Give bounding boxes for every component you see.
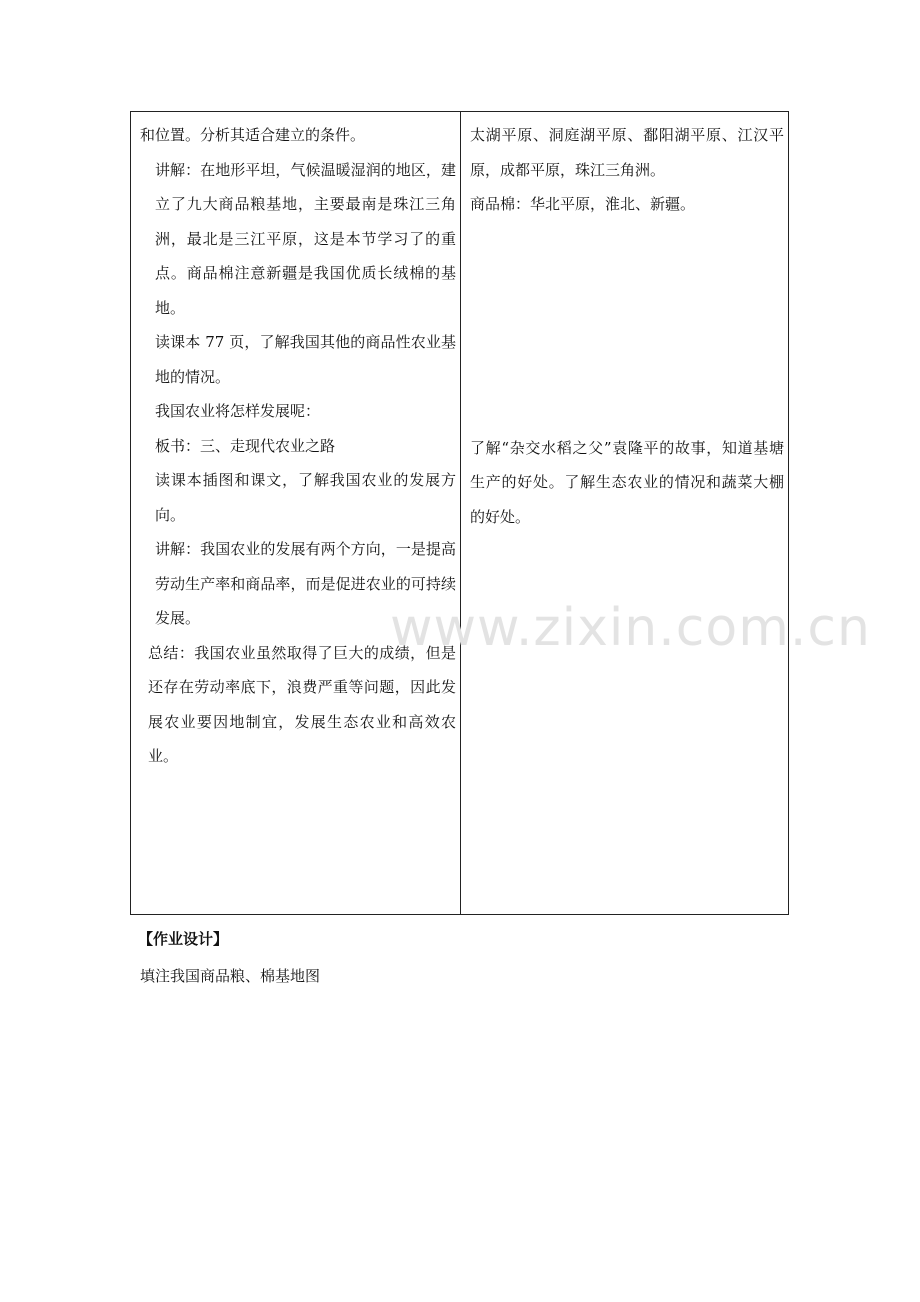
right-paragraph-2: 商品棉：华北平原，淮北、新疆。 — [470, 195, 696, 213]
watermark: www.zixin.com.cn — [390, 598, 871, 658]
lesson-table — [130, 111, 789, 915]
left-paragraph-6: 读课本插图和课文，了解我国农业的发展方向。 — [155, 471, 456, 524]
homework-text: 填注我国商品粮、棉基地图 — [140, 967, 321, 985]
right-column-spacer — [470, 222, 784, 431]
left-paragraph-3: 读课本 77 页，了解我国其他的商品性农业基地的情况。 — [155, 333, 456, 386]
left-paragraph-5: 板书：三、走现代农业之路 — [155, 436, 336, 455]
right-paragraph-1: 太湖平原、洞庭湖平原、鄱阳湖平原、江汉平原，成都平原，珠江三角洲。 — [470, 126, 784, 179]
column-divider — [460, 112, 461, 914]
student-activity-column — [470, 118, 784, 534]
teacher-activity-column — [140, 118, 456, 774]
left-paragraph-7: 讲解：我国农业的发展有两个方向，一是提高劳动生产率和商品率，而是促进农业的可持续发展。 — [155, 540, 456, 627]
right-paragraph-3: 了解“杂交水稻之父”袁隆平的故事，知道基塘生产的好处。了解生态农业的情况和蔬菜大棚的好处。 — [470, 438, 784, 526]
left-paragraph-8: 总结：我国农业虽然取得了巨大的成绩，但是还存在劳动率底下，浪费严重等问题，因此发展农业要因地制宜，发展生态农业和高效农业。 — [148, 643, 456, 765]
left-paragraph-4: 我国农业将怎样发展呢： — [155, 402, 321, 420]
left-paragraph-1: 和位置。分析其适合建立的条件。 — [140, 126, 366, 144]
left-paragraph-2: 讲解：在地形平坦，气候温暖湿润的地区，建立了九大商品粮基地，主要最南是珠江三角洲，最北是三江平原，这是本节学习了的重点。商品棉注意新疆是我国优质长绒棉的基地。 — [155, 160, 456, 317]
homework-title: 【作业设计】 — [138, 930, 229, 948]
